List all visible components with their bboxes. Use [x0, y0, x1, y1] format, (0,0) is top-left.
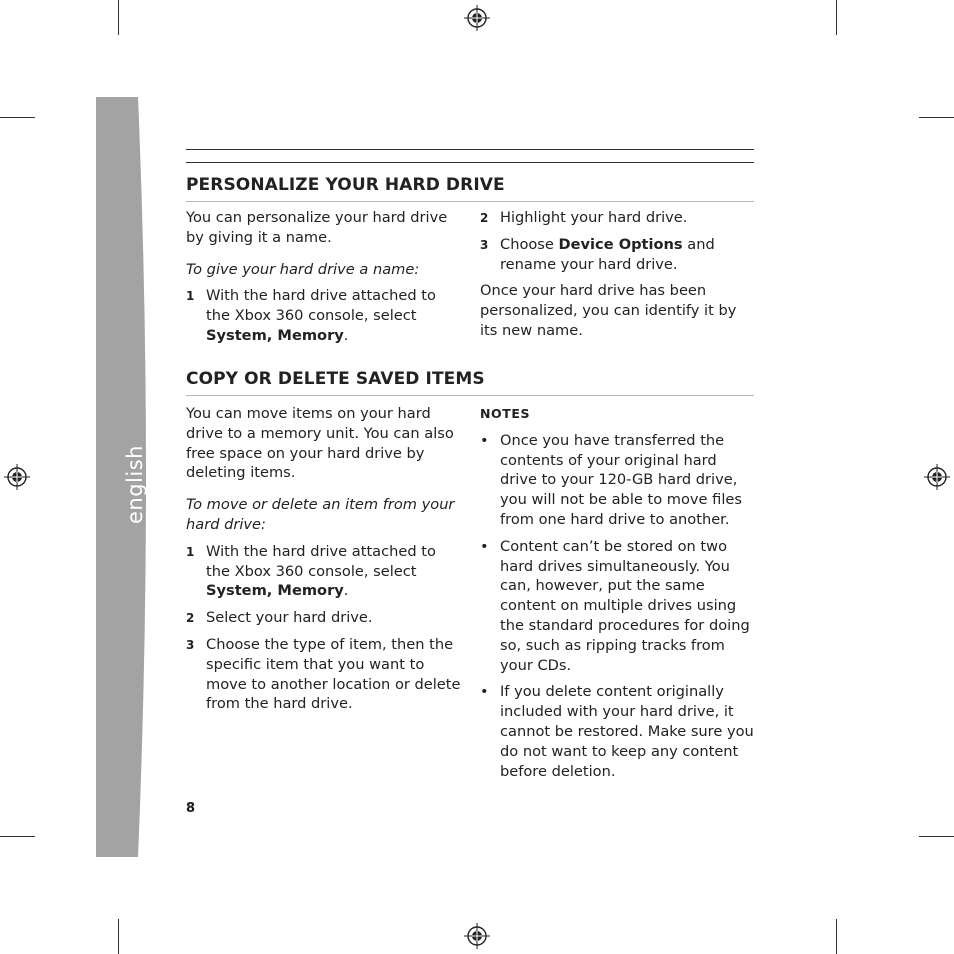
crop-mark: [919, 836, 954, 837]
crop-mark: [0, 836, 35, 837]
registration-mark-icon: [464, 5, 490, 31]
intro-text: You can personalize your hard drive by giving it a name.: [186, 209, 448, 246]
step-number: 1: [186, 544, 195, 559]
step-text: With the hard drive attached to the Xbox 360 console, select: [206, 287, 436, 325]
step-number: 3: [480, 237, 489, 252]
step-number: 2: [480, 211, 489, 225]
note-item: [480, 537, 754, 676]
crop-mark: [919, 117, 954, 118]
section2-left-column: [186, 404, 461, 714]
heading-rule: [186, 201, 754, 202]
top-rule: [186, 162, 754, 163]
note-item: [480, 682, 754, 781]
note-text: Once you have transferred the contents of your original hard drive to your 120-GB hard drive, you will not be able to move files from one hard drive to another.: [500, 431, 743, 528]
section-heading: COPY OR DELETE SAVED ITEMS: [186, 369, 485, 389]
step-item: [186, 286, 461, 345]
heading-rule: [186, 395, 754, 396]
note-item: [480, 431, 754, 530]
step-item: [186, 608, 461, 628]
step-number: 1: [186, 289, 195, 304]
step-number: 2: [186, 611, 195, 626]
section1-right-column: [480, 208, 752, 341]
crop-mark: [118, 919, 119, 954]
notes-heading: NOTES: [480, 406, 531, 421]
section2-right-column: [480, 404, 754, 781]
procedure-title: To move or delete an item from your hard drive:: [186, 496, 455, 533]
step-text-end: .: [343, 582, 349, 600]
intro-text: You can move items on your hard drive to a memory unit. You can also free space on your hard drive by deleting items.: [186, 405, 454, 482]
bullet-icon: •: [480, 537, 489, 555]
step-text: Highlight your hard drive.: [500, 209, 688, 226]
menu-option: Device Options: [558, 235, 683, 253]
section-heading: PERSONALIZE YOUR HARD DRIVE: [186, 175, 505, 195]
note-text: If you delete content originally included with your hard drive, it cannot be restored. Make sure you do not want to keep any content before deletion.: [500, 683, 754, 780]
step-number: 3: [186, 637, 195, 652]
crop-mark: [836, 919, 837, 954]
section1-left-column: [186, 208, 461, 346]
top-rule: [186, 149, 754, 150]
step-text: With the hard drive attached to the Xbox 360 console, select: [206, 542, 436, 580]
step-text: Choose: [500, 235, 559, 253]
step-item: [480, 208, 752, 228]
note-text: Content can’t be stored on two hard drives simultaneously. You can, however, put the same content on multiple drives using the standard procedures for doing so, such as ripping tracks from your CDs.: [500, 537, 750, 674]
step-text-end: .: [343, 326, 349, 344]
step-text-end: and rename your hard drive.: [500, 235, 715, 273]
page-number: 8: [186, 801, 196, 816]
crop-mark: [0, 117, 35, 118]
bullet-icon: •: [480, 431, 489, 449]
menu-path: System, Memory: [206, 326, 344, 344]
registration-mark-icon: [924, 464, 950, 490]
crop-mark: [118, 0, 119, 35]
registration-mark-icon: [464, 923, 490, 949]
registration-mark-icon: [4, 464, 30, 490]
step-item: [480, 235, 752, 275]
procedure-title: To give your hard drive a name:: [186, 260, 420, 278]
crop-mark: [836, 0, 837, 35]
step-text: Select your hard drive.: [206, 609, 373, 627]
step-item: [186, 542, 461, 601]
step-text: Choose the type of item, then the specific item that you want to move to another location or delete from the hard drive.: [206, 635, 461, 713]
language-label: english: [123, 445, 147, 524]
bullet-icon: •: [480, 683, 489, 701]
menu-path: System, Memory: [206, 582, 344, 600]
step-item: [186, 635, 461, 714]
outro-text: Once your hard drive has been personalized, you can identify it by its new name.: [480, 282, 737, 339]
